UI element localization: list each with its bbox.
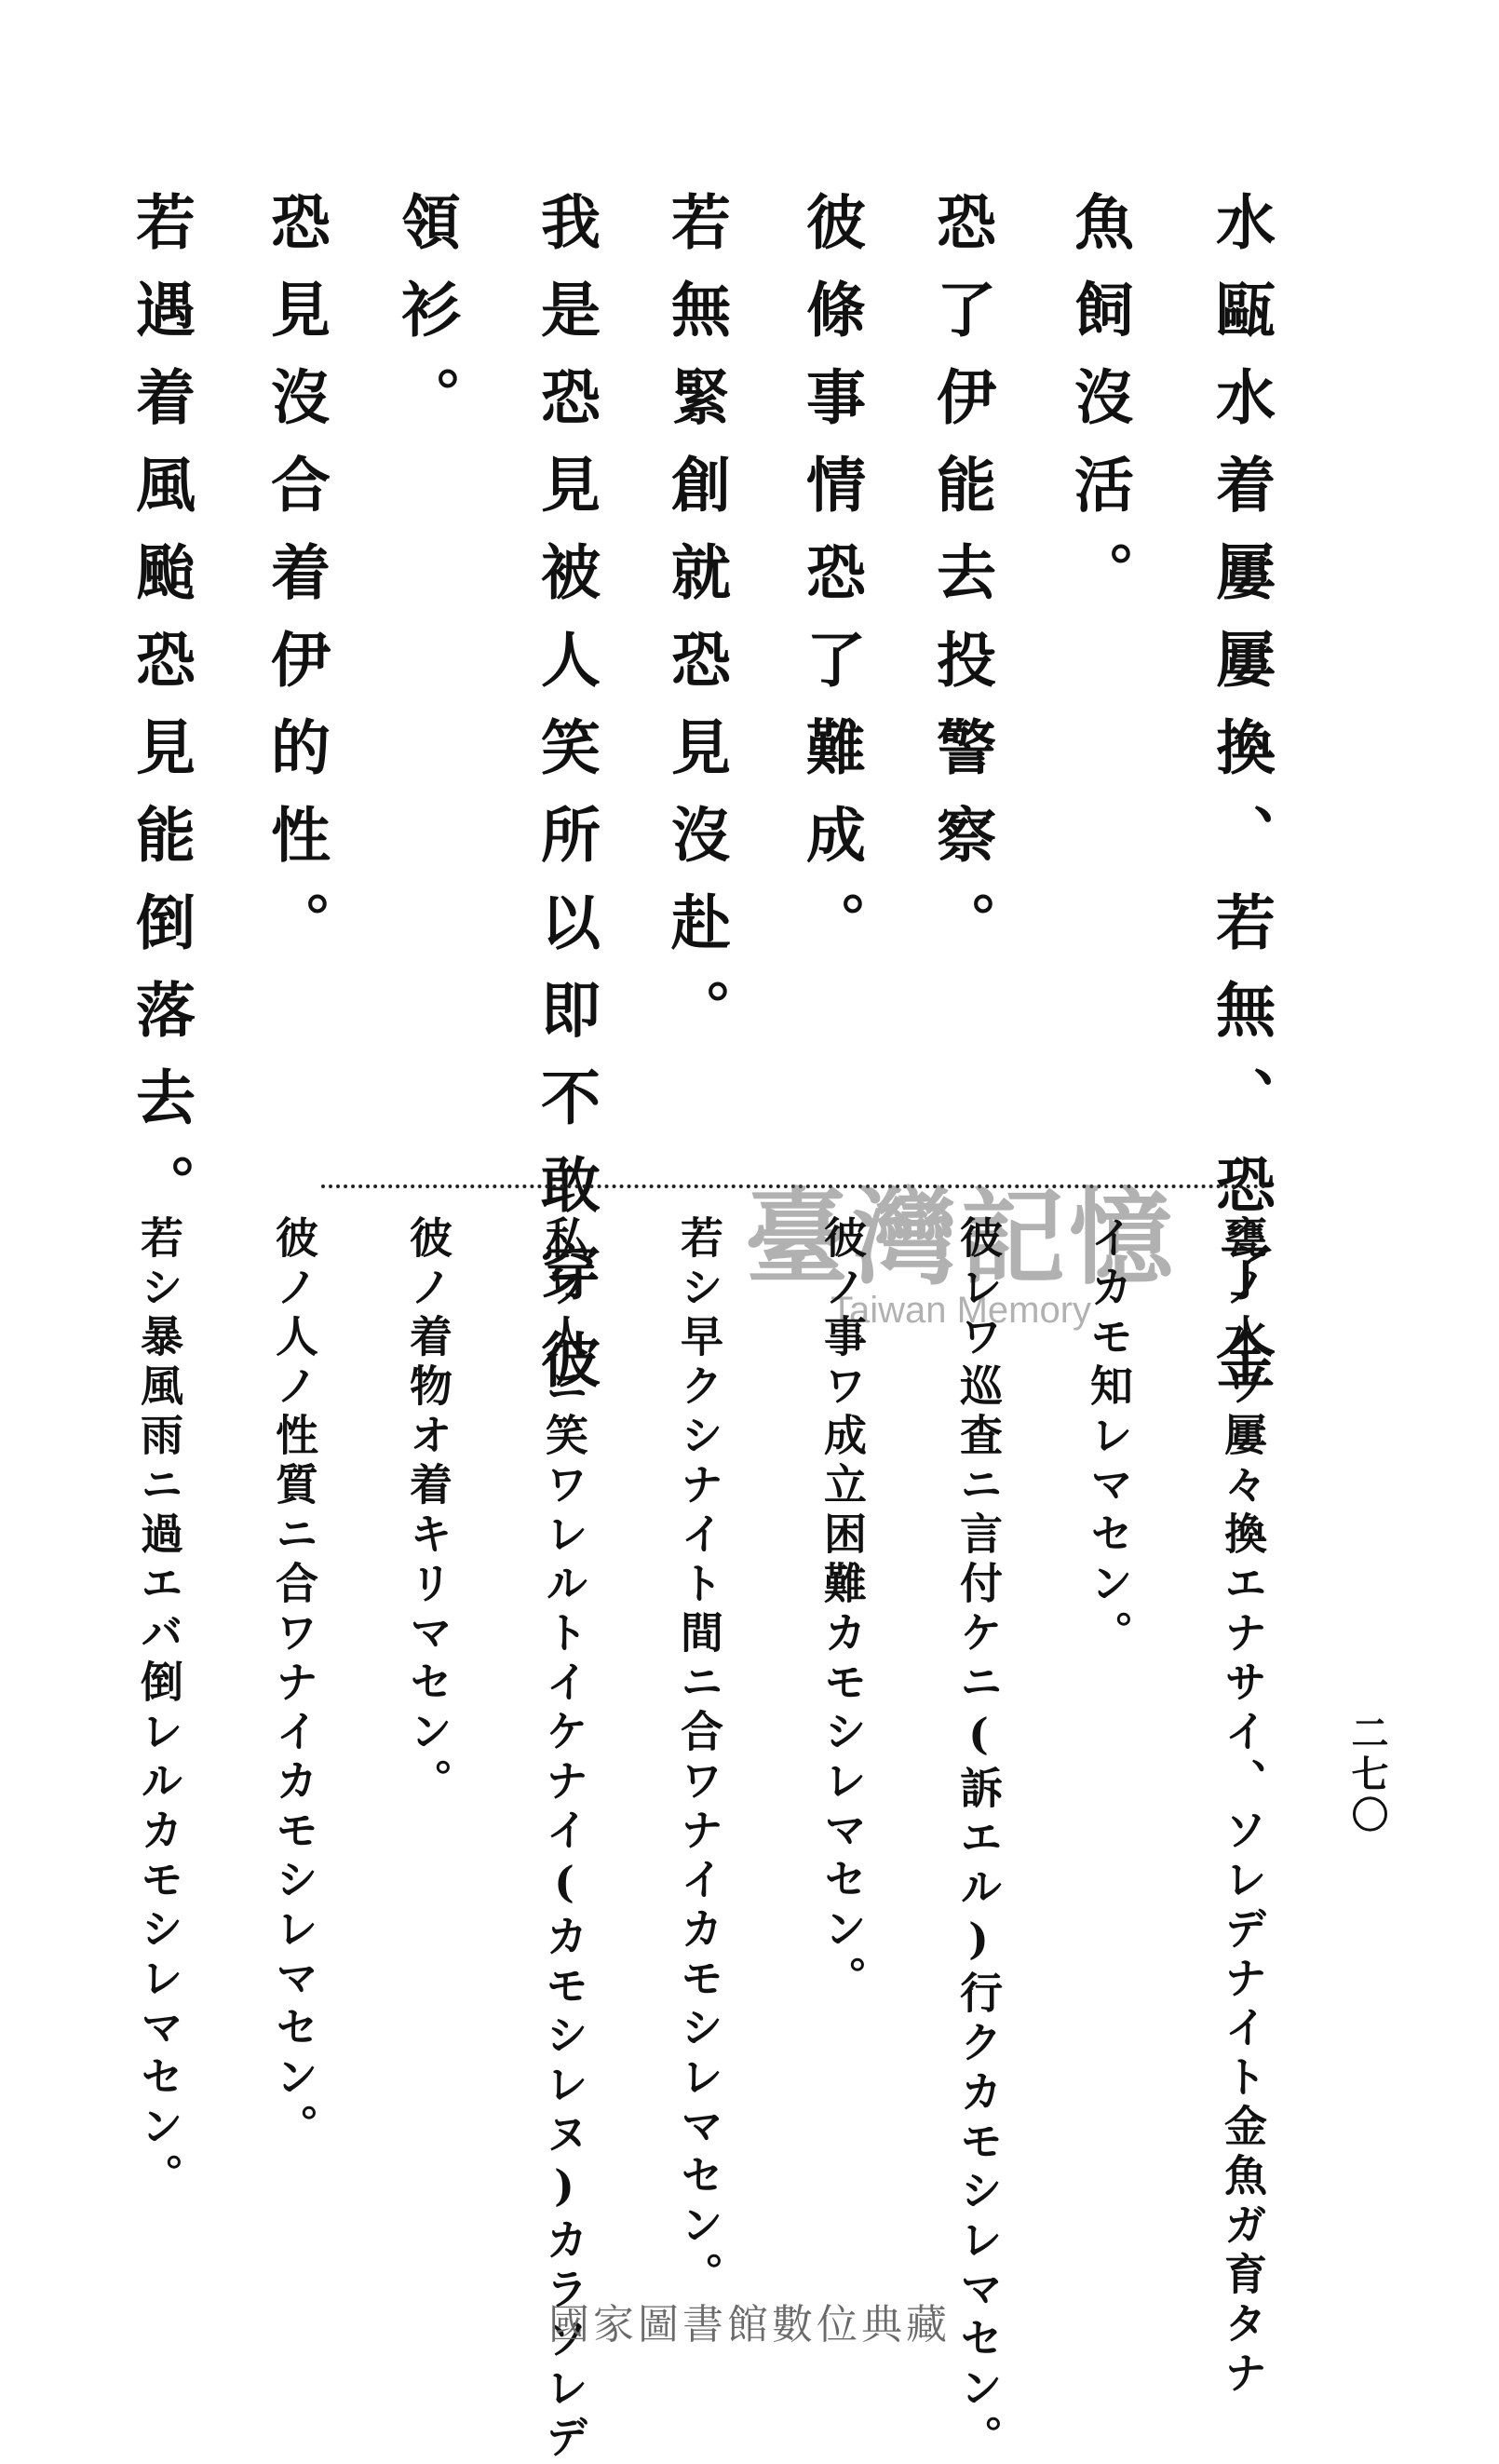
chinese-column-7: 領衫。 — [391, 191, 461, 454]
chinese-column-8: 恐見沒合着伊的性。 — [261, 191, 331, 979]
japanese-column-9: 若シ暴風雨ニ過エバ倒レルカモシレマセン。 — [134, 1215, 184, 2202]
japanese-column-8: 彼ノ人ノ性質ニ合ワナイカモシレマセン。 — [269, 1215, 319, 2153]
japanese-column-3: 彼レワ巡査ニ言付ケニ(訴エル)行クカモシレマセン。 — [953, 1215, 1004, 2464]
japanese-column-7: 彼ノ着物オ着キリマセン。 — [403, 1215, 453, 1807]
chinese-column-6: 我是恐見被人笑所以即不敢穿彼 — [531, 191, 601, 1416]
chinese-column-5: 若無緊創就恐見沒赴。 — [661, 191, 731, 1066]
chinese-column-2: 魚飼沒活。 — [1064, 191, 1134, 629]
footer-credit: 國家圖書館數位典藏 — [548, 2301, 951, 2349]
chinese-column-9: 若遇着風颱恐見能倒落去。 — [126, 191, 196, 1241]
chinese-column-4: 彼條事情恐了難成。 — [796, 191, 866, 979]
japanese-column-6: 私ワ人ニ笑ワレルトイケナイ(カモシレヌ)カラソレデ — [539, 1215, 589, 2464]
japanese-column-1: 甕ノ水ワ屢々換エナサイ、ソレデナイト金魚ガ育タナ — [1218, 1215, 1268, 2400]
japanese-column-4: 彼ノ事ワ成立困難カモシレマセン。 — [817, 1215, 868, 2005]
japanese-column-2: イカモ知レマセン。 — [1084, 1215, 1134, 1659]
page-number: 二七〇 — [1345, 1713, 1389, 1836]
japanese-column-5: 若シ早クシナイト間ニ合ワナイカモシレマセン。 — [674, 1215, 724, 2301]
chinese-column-1: 水甌水着屢屢換、若無、恐了金 — [1206, 191, 1276, 1416]
watermark-subtitle: Taiwan Memory — [830, 1290, 1092, 1331]
chinese-column-3: 恐了伊能去投警察。 — [926, 191, 996, 979]
watermark-title: 臺灣記憶 — [745, 1177, 1177, 1299]
